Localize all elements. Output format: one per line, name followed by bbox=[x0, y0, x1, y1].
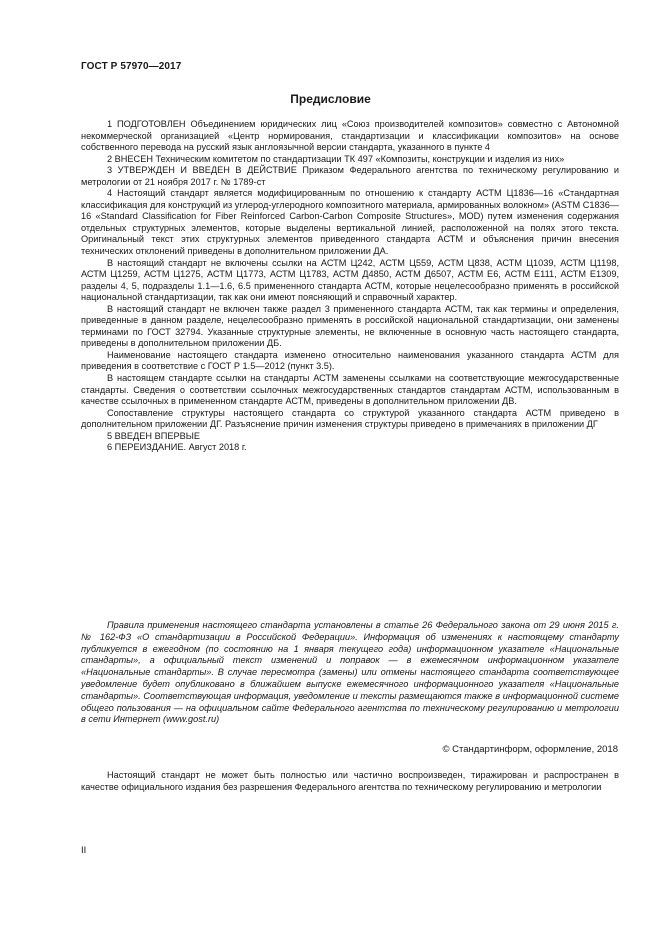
foreword-body bbox=[81, 119, 619, 454]
paragraph-7: Наименование настоящего стандарта изменено относительно наименования указанного стандарта АСТМ для приведения в соответствие с ГОСТ Р 1.5—2012 (пункт 3.5). bbox=[81, 349, 619, 372]
paragraph-8: В настоящем стандарте ссылки на стандарты АСТМ заменены ссылками на соответствующие межгосударственные стандарты. Сведения о соответствии ссылочных межгосударственных стандартов стандартам АСТМ, использованным в качестве ссылочных в примененном стандарте АСТМ, приведены в дополнительном приложении ДВ. bbox=[81, 373, 619, 407]
rights-text: Настоящий стандарт не может быть полностью или частично воспроизведен, тиражирован и распространен в качестве официального издания без разрешения Федерального агентства по техническому регулированию и метрологии bbox=[81, 770, 619, 792]
page-title: Предисловие bbox=[290, 92, 371, 106]
paragraph-1: 1 ПОДГОТОВЛЕН Объединением юридических лиц «Союз производителей композитов» совместно с Автономной некоммерческой организацией «Центр нормирования, стандартизации и классификации композитов» на основе собственного перевода на русский язык англоязычной версии стандарта, указанного в пункте 4 bbox=[81, 119, 619, 153]
paragraph-11: 6 ПЕРЕИЗДАНИЕ. Август 2018 г. bbox=[107, 442, 247, 453]
standard-code: ГОСТ Р 57970—2017 bbox=[81, 61, 182, 72]
paragraph-5: В настоящий стандарт не включены ссылки на АСТМ Ц242, АСТМ Ц559, АСТМ Ц838, АСТМ Ц1039, АСТМ Ц1198, АСТМ Ц1259, АСТМ Ц1275, АСТМ Ц1773, АСТМ Ц1783, АСТМ Д4850, АСТМ Д6507, АСТМ Е6, АСТМ Е111, АСТМ Е1309, разделы 4, 5, подразделы 1.1—1.6, 6.5 примененного стандарта АСТМ, которые нецелесообразно применять в российской национальной стандартизации, так как они имеют поясняющий и справочный характер. bbox=[81, 257, 619, 303]
notice-text: Правила применения настоящего стандарта установлены в статье 26 Федерального закона от 29 июня 2015 г. № 162-ФЗ «О стандартизации в Российской Федерации». Информация об изменениях к настоящему стандарту публикуется в ежегодном (по состоянию на 1 января текущего года) информационном указателе «Национальные стандарты», а официальный текст изменений и поправок — в ежемесячном информационном указателе «Национальные стандарты». В случае пересмотра (замены) или отмены настоящего стандарта соответствующее уведомление будет опубликовано в ближайшем выпуске ежемесячного информационного указателя «Национальные стандарты». Соответствующая информация, уведомление и тексты размещаются также в информационной системе общего пользования — на официальном сайте Федерального агентства по техническому регулированию и метрологии в сети Интернет (www.gost.ru) bbox=[81, 620, 619, 725]
paragraph-9: Сопоставление структуры настоящего стандарта со структурой указанного стандарта АСТМ приведено в дополнительном приложении ДГ. Разъяснение причин изменения структуры приведено в примечаниях в приложении ДГ bbox=[81, 407, 619, 430]
paragraph-3: 3 УТВЕРЖДЕН И ВВЕДЕН В ДЕЙСТВИЕ Приказом Федерального агентства по техническому регулированию и метрологии от 21 ноября 2017 г. № 1789-ст bbox=[81, 165, 619, 187]
application-notice bbox=[81, 620, 619, 726]
paragraph-4: 4 Настоящий стандарт является модифицированным по отношению к стандарту АСТМ Ц1836—16 «Стандартная классификация для конструкций из углерод-углеродного композитного материала, армированных волокном» (ASTM C1836—16 «Standard Classification for Fiber Reinforced Carbon-Carbon Composite Structures», MOD) путем изменения содержания отдельных структурных элементов, которые выделены вертикальной линией, расположенной на полях этого текста. Оригинальный текст этих структурных элементов приведенного стандарта АСТМ и объяснения причин внесения технических отклонений приведены в дополнительном приложении ДА. bbox=[81, 188, 619, 257]
paragraph-2: 2 ВНЕСЕН Техническим комитетом по стандартизации ТК 497 «Композиты, конструкции и изделия из них» bbox=[107, 153, 565, 164]
copyright: © Стандартинформ, оформление, 2018 bbox=[442, 744, 618, 755]
reproduction-rights bbox=[81, 770, 619, 793]
paragraph-10: 5 ВВЕДЕН ВПЕРВЫЕ bbox=[107, 430, 200, 441]
page-number: II bbox=[81, 845, 87, 856]
paragraph-6: В настоящий стандарт не включен также раздел 3 примененного стандарта АСТМ, так как термины и определения, приведенные в данном разделе, нецелесообразно применять в российской национальной стандартизации, они заменены терминами по ГОСТ 32794. Указанные структурные элементы, не включенные в основную часть настоящего стандарта, приведены в дополнительном приложении ДБ. bbox=[81, 303, 619, 349]
